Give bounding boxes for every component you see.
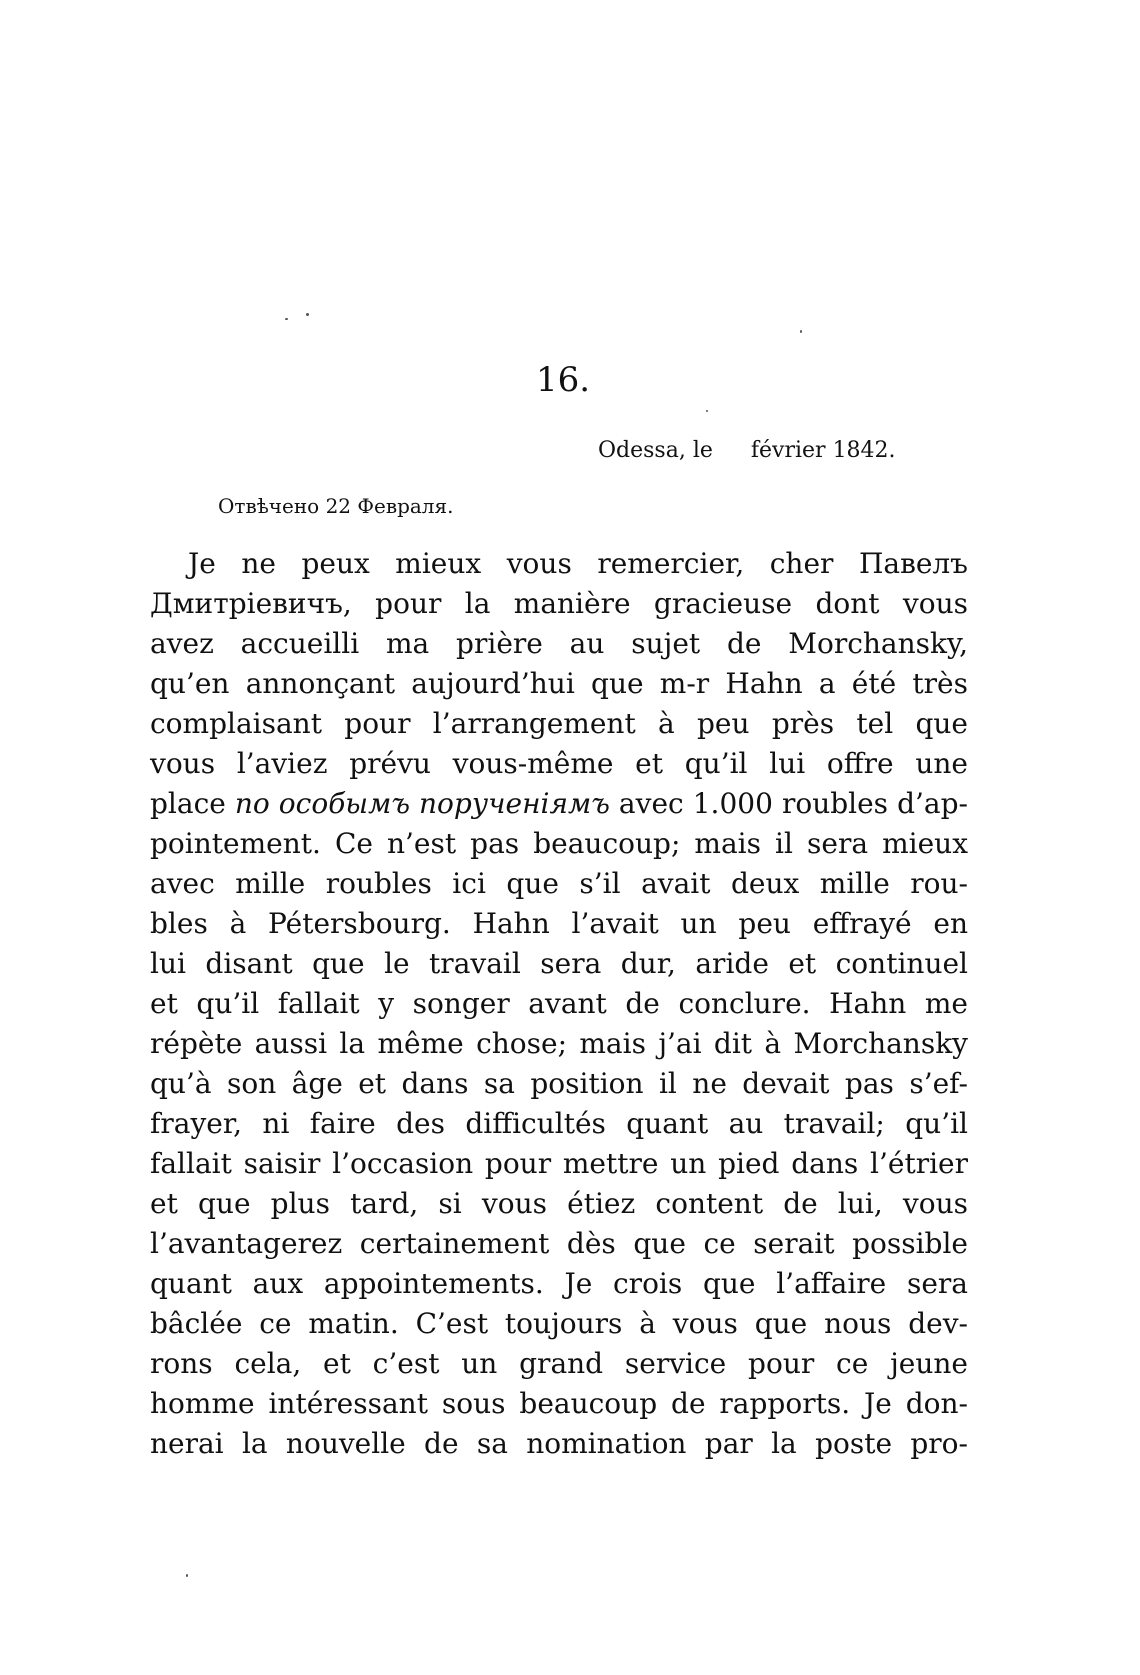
dateline-place: Odessa, le xyxy=(598,438,713,463)
text-line: l’avantagerez certainement dès que ce serait possible xyxy=(150,1227,968,1260)
text-line: Дмитріевичъ, pour la manière gracieuse dont vous xyxy=(150,587,968,620)
text-line: et qu’il fallait y songer avant de conclure. Hahn me xyxy=(150,987,968,1020)
text-line: avez accueilli ma prière au sujet de Morchansky, xyxy=(150,627,968,660)
text-line-start: place xyxy=(150,787,235,820)
text-line: lui disant que le travail sera dur, aride et continuel xyxy=(150,947,968,980)
scan-speck xyxy=(800,330,802,333)
text-line: vous l’aviez prévu vous-même et qu’il lui offre une xyxy=(150,747,968,780)
text-line: bles à Pétersbourg. Hahn l’avait un peu effrayé en xyxy=(150,907,968,940)
text-line-end: avec 1.000 roubles d’ap- xyxy=(609,787,968,820)
text-line: bâclée ce matin. C’est toujours à vous que nous dev- xyxy=(150,1307,968,1340)
text-line: pointement. Ce n’est pas beaucoup; mais il sera mieux xyxy=(150,827,968,860)
text-line: et que plus tard, si vous étiez content de lui, vous xyxy=(150,1187,968,1220)
scan-speck xyxy=(285,318,288,320)
scan-speck xyxy=(186,1574,188,1577)
scan-speck xyxy=(306,313,309,316)
text-line: complaisant pour l’arrangement à peu près tel que xyxy=(150,707,968,740)
text-line: répète aussi la même chose; mais j’ai dit à Morchansky xyxy=(150,1027,968,1060)
text-line xyxy=(150,784,968,824)
dateline-date: février 1842. xyxy=(750,438,896,463)
text-line: avec mille roubles ici que s’il avait deux mille rou- xyxy=(150,867,968,900)
letter-body xyxy=(150,544,968,1464)
text-line: qu’à son âge et dans sa position il ne devait pas s’ef- xyxy=(150,1067,968,1100)
reply-note: Отвѣчено 22 Февраля. xyxy=(218,494,454,518)
scan-speck xyxy=(706,410,708,412)
dateline xyxy=(598,436,896,466)
text-line: quant aux appointements. Je crois que l’affaire sera xyxy=(150,1267,968,1300)
text-line: rons cela, et c’est un grand service pour ce jeune xyxy=(150,1347,968,1380)
text-line: fallait saisir l’occasion pour mettre un pied dans l’étrier xyxy=(150,1147,968,1180)
text-line: nerai la nouvelle de sa nomination par la poste pro- xyxy=(150,1427,968,1460)
text-line: frayer, ni faire des difficultés quant au travail; qu’il xyxy=(150,1107,968,1140)
text-line: homme intéressant sous beaucoup de rapports. Je don- xyxy=(150,1387,968,1420)
italic-russian-phrase: по особымъ порученіямъ xyxy=(234,787,610,820)
letter-number: 16. xyxy=(536,360,591,400)
text-line: Je ne peux mieux vous remercier, cher Павелъ xyxy=(188,547,968,580)
text-line: qu’en annonçant aujourd’hui que m-r Hahn a été très xyxy=(150,667,968,700)
